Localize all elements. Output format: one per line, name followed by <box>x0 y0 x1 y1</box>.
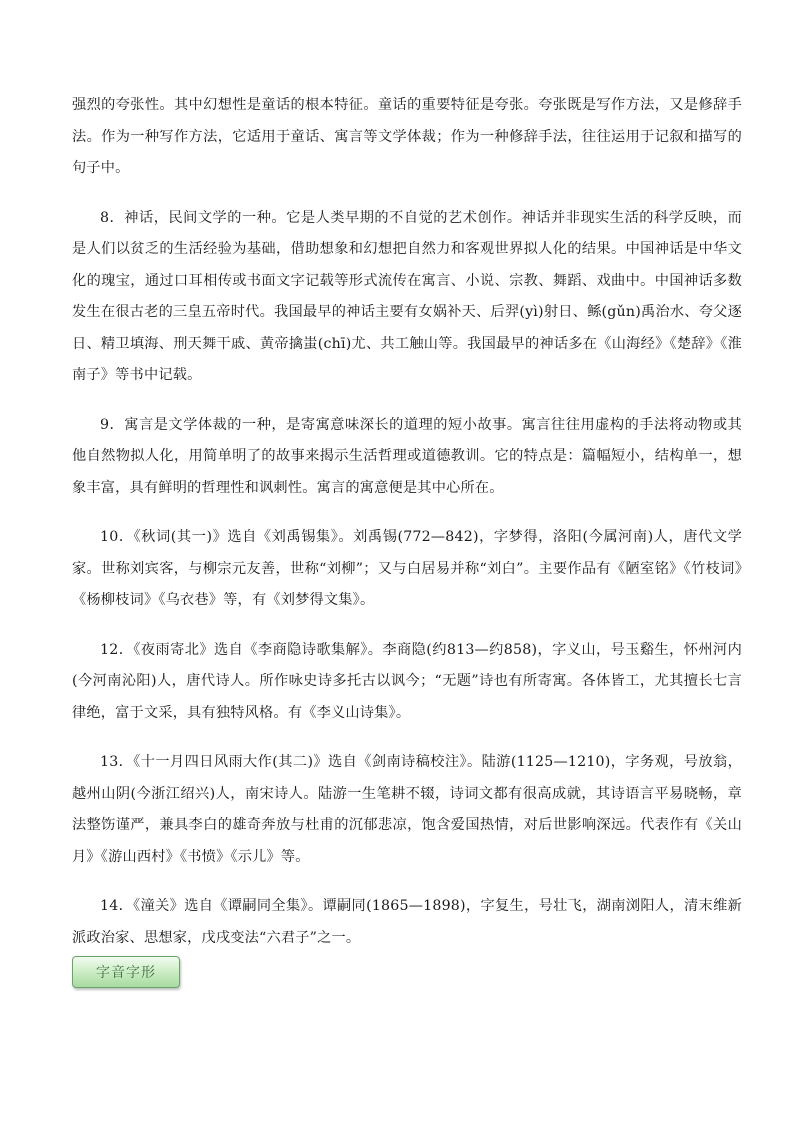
paragraph-item-14-tongguan: 14．《潼关》选自《谭嗣同全集》。谭嗣同(1865—1898)，字复生，号壮飞，湖南浏阳人，清末维新派政治家、思想家，戊戌变法“六君子”之一。 <box>72 898 742 946</box>
document-body <box>72 90 742 954</box>
section-heading-label: 字音字形 <box>96 965 156 981</box>
section-heading-button-pronunciation-and-characters[interactable] <box>72 956 180 988</box>
paragraph-exaggeration: 强烈的夸张性。其中幻想性是童话的根本特征。童话的重要特征是夸张。夸张既是写作方法，又是修辞手法。作为一种写作方法，它适用于童话、寓言等文学体裁；作为一种修辞手法，往往运用于记叙和描写的句子中。 <box>72 97 742 176</box>
paragraph-item-9-fable: 9．寓言是文学体裁的一种，是寄寓意味深长的道理的短小故事。寓言往往用虚构的手法将动物或其他自然物拟人化，用简单明了的故事来揭示生活哲理或道德教训。它的特点是：篇幅短小，结构单一，想象丰富，具有鲜明的哲理性和讽刺性。寓言的寓意便是其中心所在。 <box>72 416 742 496</box>
paragraph-item-13-luyou: 13．《十一月四日风雨大作(其二)》选自《剑南诗稿校注》。陆游(1125—1210)，字务观，号放翁，越州山阴(今浙江绍兴)人，南宋诗人。陆游一生笔耕不辍，诗词文都有很高成就，其诗语言平易晓畅，章法整饬谨严，兼具李白的雄奇奔放与杜甫的沉郁悲凉，饱含爱国热情，对后世影响深远。代表作有《关山月》《游山西村》《书愤》《示儿》等。 <box>72 754 742 865</box>
paragraph-item-10-qiuci: 10．《秋词(其一)》选自《刘禹锡集》。刘禹锡(772—842)，字梦得，洛阳(今属河南)人，唐代文学家。世称刘宾客，与柳宗元友善，世称“刘柳”；又与白居易并称“刘白”。主要作品有《陋室铭》《竹枝词》《杨柳枝词》《乌衣巷》等，有《刘梦得文集》。 <box>72 529 742 608</box>
paragraph-item-12-yeyujibei: 12．《夜雨寄北》选自《李商隐诗歌集解》。李商隐(约813—约858)，字义山，号玉谿生，怀州河内(今河南沁阳)人，唐代诗人。所作咏史诗多托古以讽今；“无题”诗也有所寄寓。各体皆工，尤其擅长七言律绝，富于文采，具有独特风格。有《李义山诗集》。 <box>72 641 742 721</box>
paragraph-item-8-myth: 8．神话，民间文学的一种。它是人类早期的不自觉的艺术创作。神话并非现实生活的科学反映，而是人们以贫乏的生活经验为基础，借助想象和幻想把自然力和客观世界拟人化的结果。中国神话是中华文化的瑰宝，通过口耳相传或书面文字记载等形式流传在寓言、小说、宗教、舞蹈、戏曲中。中国神话多数发生在很古老的三皇五帝时代。我国最早的神话主要有女娲补天、后羿(yì)射日、鲧(gǔn)禹治水、夸父逐日、精卫填海、刑天舞干戚、黄帝擒蚩(chī)尤、共工触山等。我国最早的神话多在《山海经》《楚辞》《淮南子》等书中记载。 <box>72 209 742 383</box>
